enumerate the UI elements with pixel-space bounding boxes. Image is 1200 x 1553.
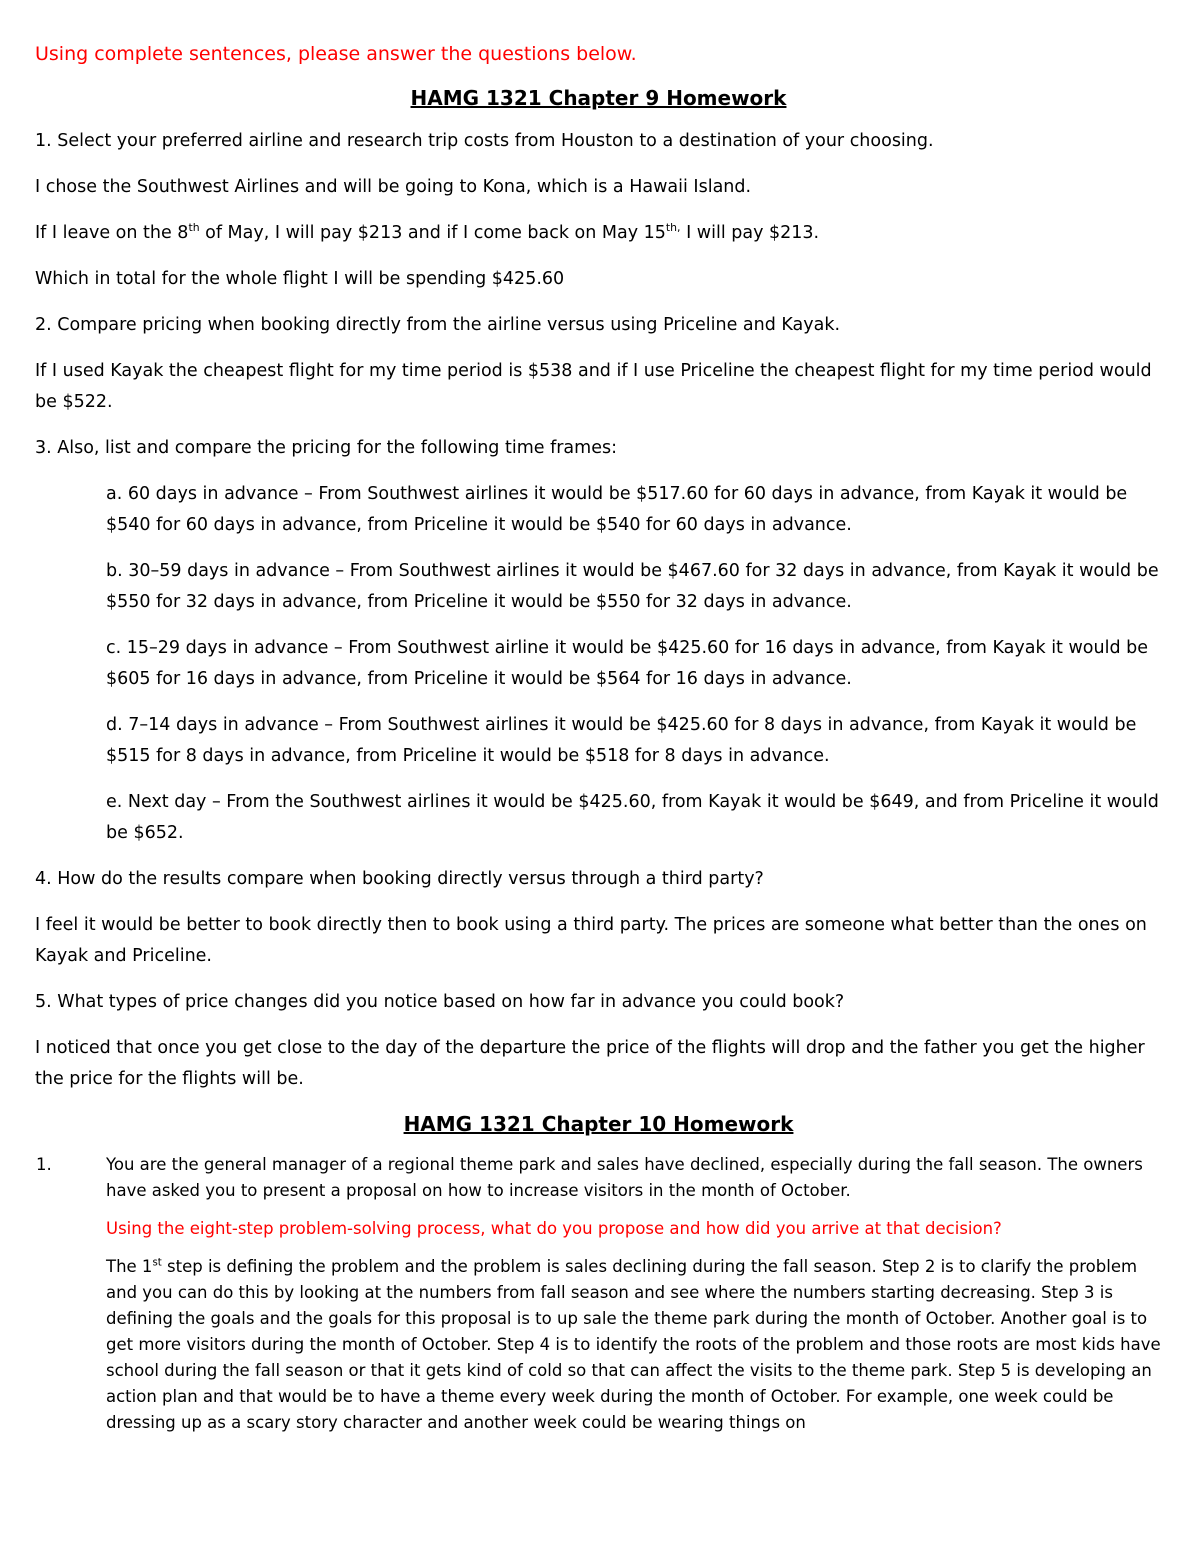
answer-5: I noticed that once you get close to the day of the departure the price of the flights will drop and the father you get the higher the price for the flights will be. xyxy=(35,1038,1145,1089)
instruction-text: Using complete sentences, please answer the questions below. xyxy=(35,43,637,65)
time-frame-item: a. 60 days in advance – From Southwest airlines it would be $517.60 for 60 days in advance, from Kayak it would be $540 for 60 days in advance, from Priceline it would be $540 for 60 days in advance. xyxy=(106,484,1128,535)
question-3: 3. Also, list and compare the pricing for the following time frames: xyxy=(35,438,617,458)
chapter10-heading: HAMG 1321 Chapter 10 Homework xyxy=(403,1112,794,1136)
chapter10-answer-1: The 1st step is defining the problem and the problem is sales declining during the fall season. Step 2 is to clarify the problem and you can do this by looking at the numbers from fall season and see where the numbers starting decreasing. Step 3 is defining the goals and the goals for this proposal is to up sale the theme park during the month of October. Another goal is to get more visitors during the month of October. Step 4 is to identify the roots of the problem and those roots are most kids have school during the fall season or that it gets kind of cold so that can affect the visits to the theme park. Step 5 is developing an action plan and that would be to have a theme every week during the month of October. For example, one week could be dressing up as a scary story character and another week could be wearing things on xyxy=(106,1257,1161,1432)
time-frame-item: d. 7–14 days in advance – From Southwest airlines it would be $425.60 for 8 days in advance, from Kayak it would be $515 for 8 days in advance, from Priceline it would be $518 for 8 days in advance. xyxy=(106,715,1137,766)
time-frame-item: e. Next day – From the Southwest airlines it would be $425.60, from Kayak it would be $649, and from Priceline it would be $652. xyxy=(106,792,1159,843)
question-1: 1. Select your preferred airline and research trip costs from Houston to a destination of your choosing. xyxy=(35,131,934,151)
time-frame-item: b. 30–59 days in advance – From Southwest airlines it would be $467.60 for 32 days in advance, from Kayak it would be $550 for 32 days in advance, from Priceline it would be $550 for 32 days in advance. xyxy=(106,561,1159,612)
question-4: 4. How do the results compare when booking directly versus through a third party? xyxy=(35,869,764,889)
chapter10-prompt: Using the eight-step problem-solving process, what do you propose and how did you arrive at that decision? xyxy=(106,1219,1002,1238)
answer-2: If I used Kayak the cheapest flight for my time period is $538 and if I use Priceline the cheapest flight for my time period would be $522. xyxy=(35,361,1152,412)
answer-1-line-3: Which in total for the whole flight I will be spending $425.60 xyxy=(35,269,565,289)
chapter10-question-1 xyxy=(35,1152,1162,1204)
chapter9-heading: HAMG 1321 Chapter 9 Homework xyxy=(410,86,787,110)
chapter10-question-1-text: You are the general manager of a regional theme park and sales have declined, especially during the fall season. The owners have asked you to present a proposal on how to increase visitors in the month of October. xyxy=(106,1155,1143,1200)
time-frame-item: c. 15–29 days in advance – From Southwest airline it would be $425.60 for 16 days in advance, from Kayak it would be $605 for 16 days in advance, from Priceline it would be $564 for 16 days in advance. xyxy=(106,638,1148,689)
question-5: 5. What types of price changes did you notice based on how far in advance you could book? xyxy=(35,992,845,1012)
answer-1-line-1: I chose the Southwest Airlines and will be going to Kona, which is a Hawaii Island. xyxy=(35,177,752,197)
list-number: 1. xyxy=(36,1155,52,1174)
answer-1-line-2: If I leave on the 8th of May, I will pay $213 and if I come back on May $15^{th,}$ I will pay $213. xyxy=(35,221,820,243)
question-2: 2. Compare pricing when booking directly from the airline versus using Priceline and Kayak. xyxy=(35,315,841,335)
answer-4: I feel it would be better to book directly then to book using a third party. The prices are someone what better than the ones on Kayak and Priceline. xyxy=(35,915,1147,966)
